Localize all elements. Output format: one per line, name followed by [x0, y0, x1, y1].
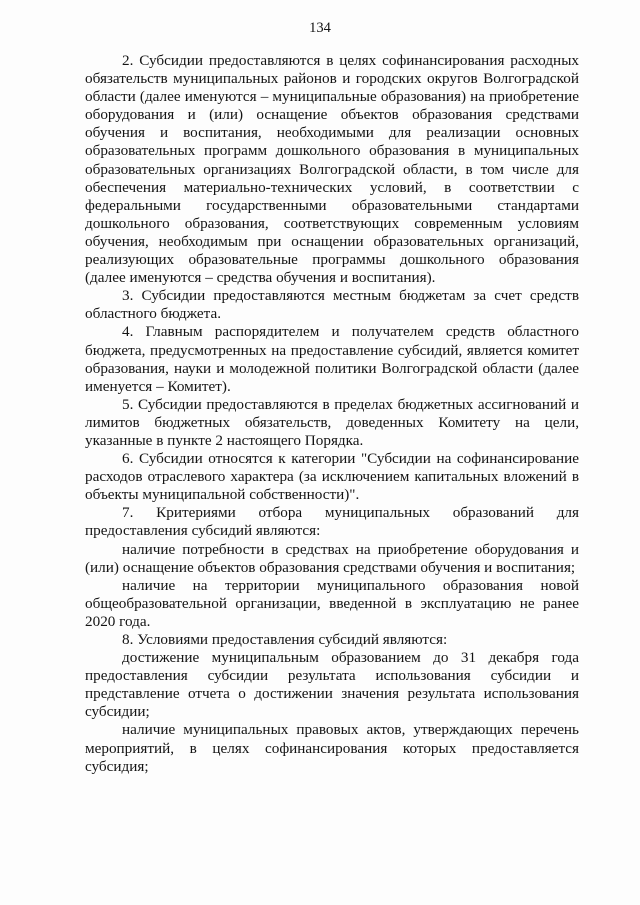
paragraph-2-purpose: 2. Субсидии предоставляются в целях софинансирования расходных обязательств муниципальных районов и городских округов Волгоградской области (далее именуются – муниципальные образования) на приобретение оборудования и (или) оснащение объектов образования средствами обучения и воспитания, необходимыми для реализации основных образовательных программ дошкольного образования в муниципальных образовательных организациях Волгоградской области, в том числе для обеспечения материально-технических условий, в соответствии с федеральными государственными образовательными стандартами дошкольного образования, соответствующих современным условиям обучения, необходимым при оснащении образовательных организаций, реализующих образовательные программы дошкольного образования (далее именуются – средства обучения и воспитания). [85, 52, 579, 287]
criteria-item-new-school: наличие на территории муниципального образования новой общеобразовательной организации, введенной в эксплуатацию не ранее 2020 года. [85, 576, 579, 630]
criteria-item-need: наличие потребности в средствах на приобретение оборудования и (или) оснащение объектов образования средствами обучения и воспитания; [85, 540, 579, 576]
paragraph-7-criteria: 7. Критериями отбора муниципальных образований для предоставления субсидий являются: [85, 504, 579, 540]
condition-item-result: достижение муниципальным образованием до 31 декабря года предоставления субсидии результата использования субсидии и представление отчета о достижении значения результата использования субсидии; [85, 649, 579, 721]
condition-item-legal-acts: наличие муниципальных правовых актов, утверждающих перечень мероприятий, в целях софинансирования которых предоставляется субсидия; [85, 721, 579, 775]
paragraph-8-conditions: 8. Условиями предоставления субсидий являются: [122, 631, 448, 648]
document-body [85, 52, 579, 776]
paragraph-5-limits: 5. Субсидии предоставляются в пределах бюджетных ассигнований и лимитов бюджетных обязательств, доведенных Комитету на цели, указанные в пункте 2 настоящего Порядка. [85, 395, 579, 449]
page-number: 134 [309, 20, 331, 36]
paragraph-4-administrator: 4. Главным распорядителем и получателем средств областного бюджета, предусмотренных на предоставление субсидий, является комитет образования, науки и молодежной политики Волгоградской области (далее именуется – Комитет). [85, 323, 579, 395]
paragraph-3-source: 3. Субсидии предоставляются местным бюджетам за счет средств областного бюджета. [85, 287, 579, 323]
paragraph-6-category: 6. Субсидии относятся к категории "Субсидии на софинансирование расходов отраслевого характера (за исключением капитальных вложений в объекты муниципальной собственности)". [85, 450, 579, 504]
